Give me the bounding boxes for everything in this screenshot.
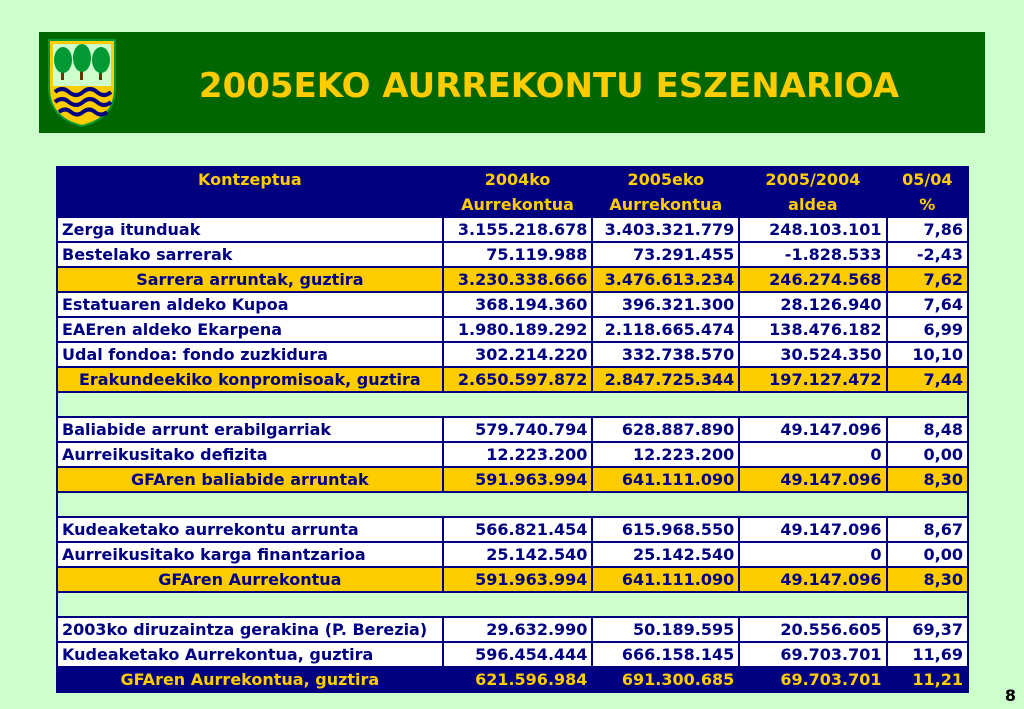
- value-cell: 25.142.540: [592, 542, 739, 567]
- row-label: 2003ko diruzaintza gerakina (P. Berezia): [57, 617, 443, 642]
- table-row: [57, 617, 968, 642]
- value-cell: 615.968.550: [592, 517, 739, 542]
- value-cell: 25.142.540: [443, 542, 593, 567]
- row-label: Kudeaketako Aurrekontua, guztira: [57, 642, 443, 667]
- subtotal-row: [57, 567, 968, 592]
- total-row: [57, 667, 968, 692]
- table-header-row-2: [57, 192, 968, 217]
- value-cell: 49.147.096: [739, 417, 886, 442]
- column-header: [57, 192, 443, 217]
- column-header: Aurrekontua: [443, 192, 593, 217]
- value-cell: 49.147.096: [739, 567, 886, 592]
- group-spacer-cell: [57, 492, 968, 517]
- value-cell: 0,00: [887, 442, 968, 467]
- value-cell: 8,30: [887, 467, 968, 492]
- group-spacer: [57, 592, 968, 617]
- value-cell: 666.158.145: [592, 642, 739, 667]
- value-cell: -2,43: [887, 242, 968, 267]
- value-cell: 138.476.182: [739, 317, 886, 342]
- row-label: Aurreikusitako karga finantzarioa: [57, 542, 443, 567]
- value-cell: -1.828.533: [739, 242, 886, 267]
- value-cell: 28.126.940: [739, 292, 886, 317]
- column-header: %: [887, 192, 968, 217]
- subtotal-row: [57, 367, 968, 392]
- value-cell: 7,44: [887, 367, 968, 392]
- value-cell: 368.194.360: [443, 292, 593, 317]
- row-label: GFAren baliabide arruntak: [57, 467, 443, 492]
- value-cell: 2.118.665.474: [592, 317, 739, 342]
- value-cell: 2.847.725.344: [592, 367, 739, 392]
- value-cell: 628.887.890: [592, 417, 739, 442]
- value-cell: 248.103.101: [739, 217, 886, 242]
- column-header: Kontzeptua: [57, 167, 443, 192]
- value-cell: 641.111.090: [592, 467, 739, 492]
- value-cell: 197.127.472: [739, 367, 886, 392]
- value-cell: 6,99: [887, 317, 968, 342]
- row-label: Udal fondoa: fondo zuzkidura: [57, 342, 443, 367]
- table-row: [57, 517, 968, 542]
- value-cell: 591.963.994: [443, 467, 593, 492]
- value-cell: 691.300.685: [592, 667, 739, 692]
- table-row: [57, 642, 968, 667]
- column-header: aldea: [739, 192, 886, 217]
- budget-table: [56, 166, 969, 693]
- value-cell: 3.230.338.666: [443, 267, 593, 292]
- group-spacer: [57, 492, 968, 517]
- value-cell: 75.119.988: [443, 242, 593, 267]
- value-cell: 10,10: [887, 342, 968, 367]
- value-cell: 69.703.701: [739, 667, 886, 692]
- table-row: [57, 242, 968, 267]
- value-cell: 12.223.200: [592, 442, 739, 467]
- value-cell: 49.147.096: [739, 467, 886, 492]
- value-cell: 49.147.096: [739, 517, 886, 542]
- page-number: 8: [1004, 686, 1016, 705]
- value-cell: 12.223.200: [443, 442, 593, 467]
- table-row: [57, 417, 968, 442]
- value-cell: 2.650.597.872: [443, 367, 593, 392]
- title-banner: [39, 32, 985, 133]
- group-spacer-cell: [57, 392, 968, 417]
- table-row: [57, 342, 968, 367]
- value-cell: 596.454.444: [443, 642, 593, 667]
- row-label: Baliabide arrunt erabilgarriak: [57, 417, 443, 442]
- value-cell: 73.291.455: [592, 242, 739, 267]
- value-cell: 11,21: [887, 667, 968, 692]
- value-cell: 3.476.613.234: [592, 267, 739, 292]
- value-cell: 7,62: [887, 267, 968, 292]
- row-label: Sarrera arruntak, guztira: [57, 267, 443, 292]
- value-cell: 0: [739, 442, 886, 467]
- value-cell: 8,30: [887, 567, 968, 592]
- value-cell: 1.980.189.292: [443, 317, 593, 342]
- table-row: [57, 317, 968, 342]
- column-header: 2005/2004: [739, 167, 886, 192]
- row-label: EAEren aldeko Ekarpena: [57, 317, 443, 342]
- value-cell: 0,00: [887, 542, 968, 567]
- value-cell: 30.524.350: [739, 342, 886, 367]
- value-cell: 50.189.595: [592, 617, 739, 642]
- value-cell: 3.403.321.779: [592, 217, 739, 242]
- row-label: Kudeaketako aurrekontu arrunta: [57, 517, 443, 542]
- row-label: GFAren Aurrekontua, guztira: [57, 667, 443, 692]
- group-spacer: [57, 392, 968, 417]
- coat-of-arms-trees-waves-icon: [47, 38, 117, 128]
- value-cell: 302.214.220: [443, 342, 593, 367]
- column-header: 2005eko: [592, 167, 739, 192]
- page-title: 2005EKO AURREKONTU ESZENARIOA: [198, 66, 900, 106]
- value-cell: 641.111.090: [592, 567, 739, 592]
- value-cell: 7,86: [887, 217, 968, 242]
- value-cell: 29.632.990: [443, 617, 593, 642]
- value-cell: 591.963.994: [443, 567, 593, 592]
- table-row: [57, 442, 968, 467]
- column-header: 05/04: [887, 167, 968, 192]
- row-label: GFAren Aurrekontua: [57, 567, 443, 592]
- value-cell: 69,37: [887, 617, 968, 642]
- value-cell: 332.738.570: [592, 342, 739, 367]
- subtotal-row: [57, 467, 968, 492]
- value-cell: 566.821.454: [443, 517, 593, 542]
- row-label: Estatuaren aldeko Kupoa: [57, 292, 443, 317]
- group-spacer-cell: [57, 592, 968, 617]
- value-cell: 8,67: [887, 517, 968, 542]
- value-cell: 579.740.794: [443, 417, 593, 442]
- value-cell: 11,69: [887, 642, 968, 667]
- row-label: Bestelako sarrerak: [57, 242, 443, 267]
- row-label: Erakundeekiko konpromisoak, guztira: [57, 367, 443, 392]
- table-row: [57, 542, 968, 567]
- value-cell: 621.596.984: [443, 667, 593, 692]
- value-cell: 246.274.568: [739, 267, 886, 292]
- row-label: Aurreikusitako defizita: [57, 442, 443, 467]
- value-cell: 20.556.605: [739, 617, 886, 642]
- value-cell: 69.703.701: [739, 642, 886, 667]
- column-header: 2004ko: [443, 167, 593, 192]
- column-header: Aurrekontua: [592, 192, 739, 217]
- value-cell: 3.155.218.678: [443, 217, 593, 242]
- value-cell: 396.321.300: [592, 292, 739, 317]
- value-cell: 8,48: [887, 417, 968, 442]
- table-row: [57, 217, 968, 242]
- subtotal-row: [57, 267, 968, 292]
- value-cell: 0: [739, 542, 886, 567]
- table-header-row-1: [57, 167, 968, 192]
- row-label: Zerga itunduak: [57, 217, 443, 242]
- value-cell: 7,64: [887, 292, 968, 317]
- table-row: [57, 292, 968, 317]
